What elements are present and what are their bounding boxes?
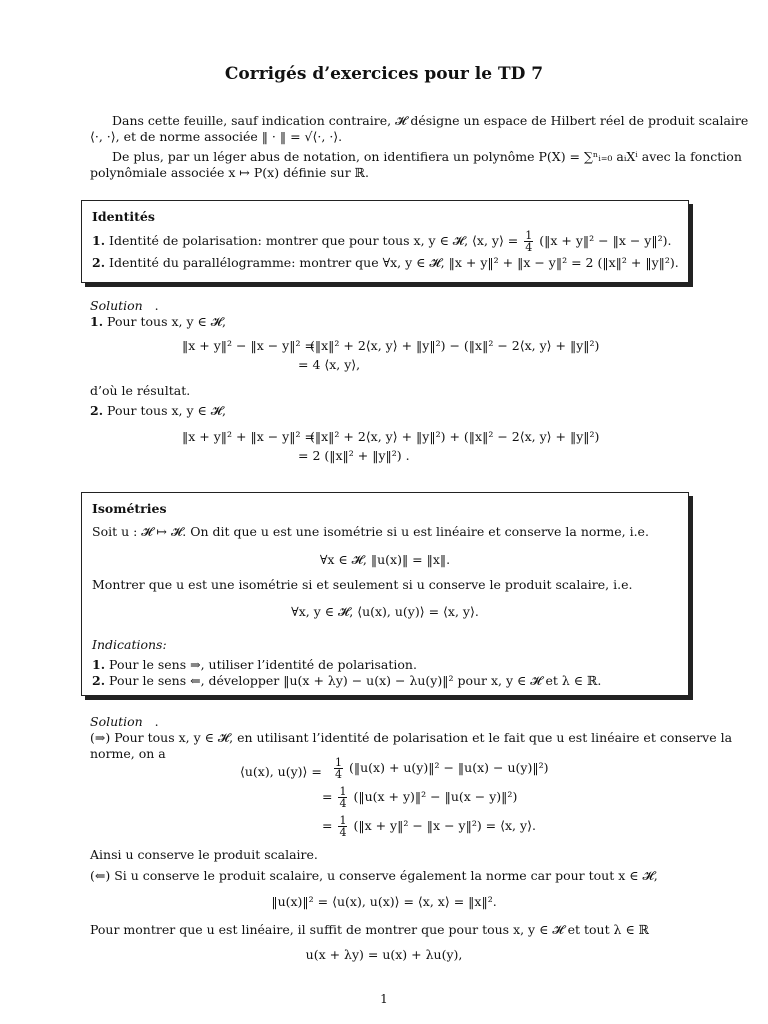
solution-2-line1: (⇒) Pour tous x, y ∈ 𝓗, en utilisant l’identité de polarisation et le fait que u est linéaire et conserve la — [90, 730, 733, 745]
fraction: $\frac{1}{4}$ — [339, 785, 347, 810]
polarization-eq-row-2: = $\frac{1}{4}$ (‖u(x + y)‖² − ‖u(x − y)‖²) — [322, 785, 518, 810]
item-text-rest: (‖x + y‖² − ‖x − y‖²). — [539, 233, 672, 248]
solution-part-2: 2. Pour tous x, y ∈ 𝓗, — [90, 403, 226, 418]
solution-label: Solution . — [90, 298, 159, 313]
indications-label: Indications: — [92, 637, 167, 652]
definition-equation: ∀x ∈ 𝓗, ‖u(x)‖ = ‖x‖. — [319, 552, 451, 567]
box-title: Identités — [92, 209, 155, 224]
exercise-box-isometries — [81, 492, 689, 696]
equation-1-result: = 4 ⟨x, y⟩, — [298, 357, 361, 372]
solution-2-ainsi: Ainsi u conserve le produit scalaire. — [90, 847, 318, 862]
fraction: $\frac{1}{4}$ — [335, 756, 342, 781]
item-number: 1. — [92, 233, 106, 248]
equation-2-lhs: ‖x + y‖² + ‖x − y‖² = — [182, 429, 315, 444]
fraction: $\frac{1}{4}$ — [525, 229, 533, 254]
question-line: Montrer que u est une isométrie si et seulement si u conserve le produit scalaire, i.e. — [92, 577, 633, 592]
exercise-item-2 — [92, 254, 679, 271]
indication-1: 1. Pour le sens ⇒, utiliser l’identité de polarisation. — [92, 657, 417, 672]
exercise-item-1 — [92, 230, 671, 253]
polarization-eq-row-1: $\frac{1}{4}$ (‖u(x) + u(y)‖² − ‖u(x) − u(y)‖²) — [335, 756, 549, 781]
document-title: Corrigés d’exercices pour le TD 7 — [224, 64, 544, 84]
equation-2-rhs: (‖x‖² + 2⟨x, y⟩ + ‖y‖²) + (‖x‖² − 2⟨x, y⟩ + ‖y‖²) — [310, 429, 600, 444]
solution-2-linear: Pour montrer que u est linéaire, il suffit de montrer que pour tous x, y ∈ 𝓗 et tout λ ∈ ℝ — [90, 922, 650, 937]
item-number: 2. — [92, 255, 106, 270]
intro-p2-line2: polynômiale associée x ↦ P(x) définie sur ℝ. — [90, 165, 369, 180]
intro-p1-line1: Dans cette feuille, sauf indication contraire, 𝓗 désigne un espace de Hilbert réel de produit scalaire — [112, 113, 749, 128]
equation-1-rhs: (‖x‖² + 2⟨x, y⟩ + ‖y‖²) − (‖x‖² − 2⟨x, y⟩ + ‖y‖²) — [310, 338, 600, 353]
indication-2: 2. Pour le sens ⇐, développer ‖u(x + λy) − u(x) − λu(y)‖² pour x, y ∈ 𝓗 et λ ∈ ℝ. — [92, 673, 602, 688]
question-equation: ∀x, y ∈ 𝓗, ⟨u(x), u(y)⟩ = ⟨x, y⟩. — [291, 604, 479, 619]
solution-2-converse: (⇐) Si u conserve le produit scalaire, u conserve également la norme car pour tout x ∈ 𝓗, — [90, 868, 658, 883]
solution-conclusion: d’où le résultat. — [90, 383, 191, 398]
exercise-box-identites — [81, 200, 689, 283]
linearity-equation: u(x + λy) = u(x) + λu(y), — [305, 947, 463, 962]
solution-2-line2: norme, on a — [90, 746, 166, 761]
solution-label: Solution . — [90, 714, 159, 729]
polarization-eq-row-3: = $\frac{1}{4}$ (‖x + y‖² − ‖x − y‖²) = ⟨x, y⟩. — [322, 814, 536, 839]
norm-equation: ‖u(x)‖² = ⟨u(x), u(x)⟩ = ⟨x, x⟩ = ‖x‖². — [271, 894, 497, 909]
polarization-eq-lhs: ⟨u(x), u(y)⟩ = — [240, 764, 322, 779]
page-number: 1 — [380, 992, 388, 1006]
definition-line: Soit u : 𝓗 ↦ 𝓗. On dit que u est une isométrie si u est linéaire et conserve la norme, i.e. — [92, 524, 649, 539]
fraction: $\frac{1}{4}$ — [339, 814, 347, 839]
solution-part-1: 1. Pour tous x, y ∈ 𝓗, — [90, 314, 226, 329]
box-title: Isométries — [92, 501, 167, 516]
equation-2-result: = 2 (‖x‖² + ‖y‖²) . — [298, 448, 410, 463]
item-text: Identité de polarisation: montrer que pour tous x, y ∈ 𝓗, ⟨x, y⟩ = — [109, 233, 519, 248]
intro-p2-line1: De plus, par un léger abus de notation, on identifiera un polynôme P(X) = ∑ⁿᵢ₌₀ aᵢXⁱ avec la fonction — [112, 149, 742, 164]
equation-1-lhs: ‖x + y‖² − ‖x − y‖² = — [182, 338, 315, 353]
item-text: Identité du parallélogramme: montrer que ∀x, y ∈ 𝓗, ‖x + y‖² + ‖x − y‖² = 2 (‖x‖² + ‖y‖²). — [109, 255, 679, 270]
intro-p1-line2: ⟨·, ·⟩, et de norme associée ‖ · ‖ = √⟨·, ·⟩. — [90, 129, 343, 144]
